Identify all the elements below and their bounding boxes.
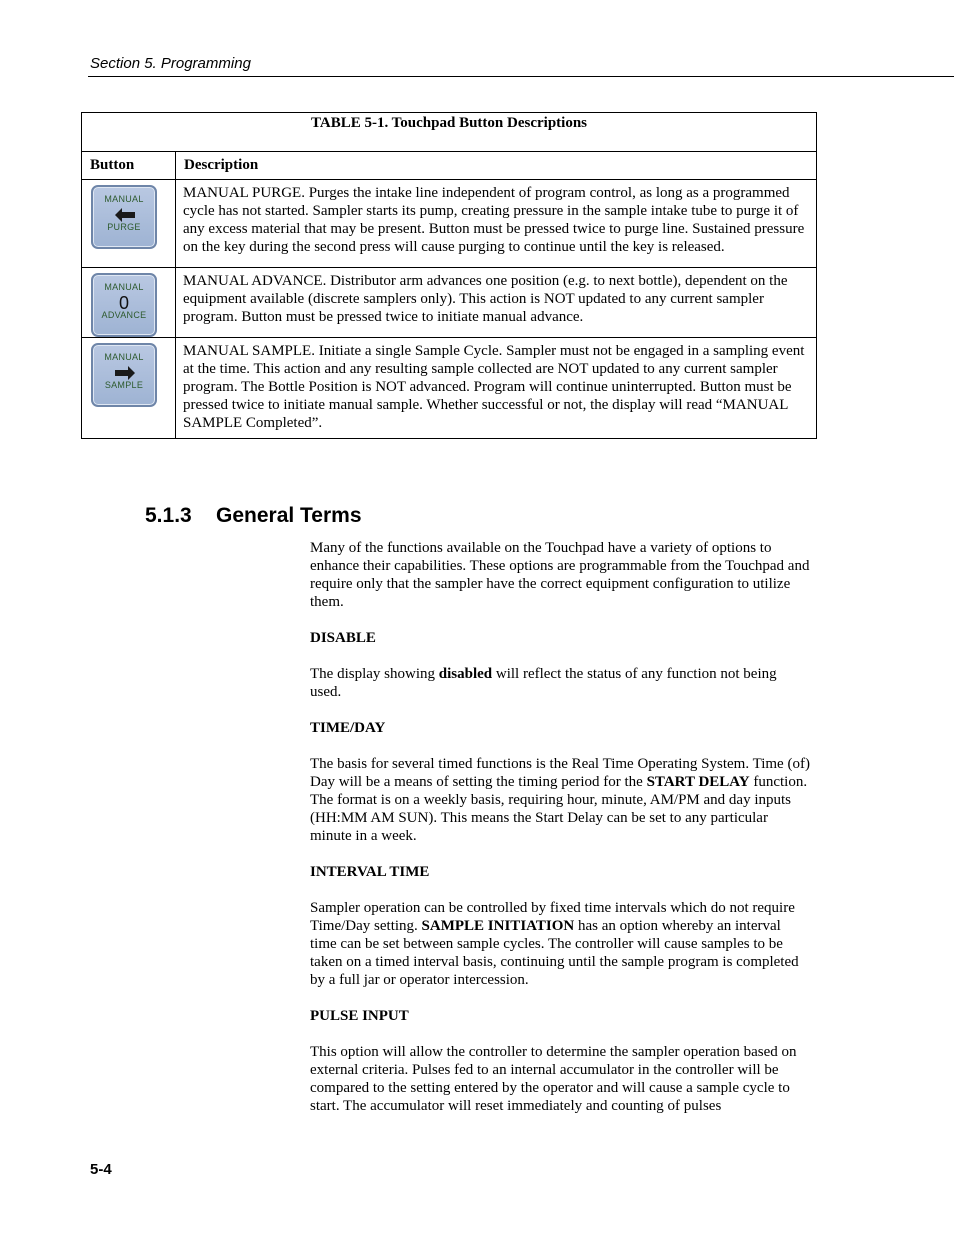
key-top-label: MANUAL bbox=[104, 352, 144, 362]
table-row bbox=[82, 180, 817, 268]
page-number: 5-4 bbox=[90, 1161, 112, 1178]
description-cell: MANUAL ADVANCE. Distributor arm advances one position (e.g. to next bottle), dependent on the equipment available (discrete samplers only). This action is NOT updated to any current sampler program. Button must be pressed twice to initiate manual advance. bbox=[176, 268, 817, 338]
table-row bbox=[82, 338, 817, 439]
term-paragraph-interval-time bbox=[310, 899, 810, 989]
column-header-button: Button bbox=[82, 152, 176, 180]
table-row bbox=[82, 268, 817, 338]
key-bottom-label: PURGE bbox=[107, 222, 141, 232]
term-text: function. The format is on a weekly basis, requiring hour, minute, AM/PM and day inputs (HH:MM AM SUN). This means the Start Delay can be set to any particular minute in a week. bbox=[310, 774, 808, 844]
description-cell: MANUAL SAMPLE. Initiate a single Sample Cycle. Sampler must not be engaged in a sampling event at the time. This action and any resulting sample collected are NOT updated to any current sampler program. The Bottle Position is NOT advanced. Program will continue uninterrupted. Button must be pressed twice to initiate manual sample. Whether successful or not, the display will read “MANUAL SAMPLE Completed”. bbox=[176, 338, 817, 439]
button-cell bbox=[82, 338, 176, 439]
manual-purge-key-image bbox=[91, 185, 157, 249]
key-bottom-label: ADVANCE bbox=[101, 310, 147, 320]
term-text: will reflect the status of any function not being used. bbox=[310, 666, 777, 700]
term-paragraph-pulse-input bbox=[310, 1043, 810, 1115]
manual-advance-key-image bbox=[91, 273, 157, 337]
section-heading bbox=[145, 504, 362, 528]
key-digit: 0 bbox=[118, 293, 129, 313]
term-text: This option will allow the controller to determine the sampler operation based on external criteria. Pulses fed to an internal accumulator in the controller will be compared to the setting entered by the operator and will cause a sample cycle to start. The accumulator will reset immediately and counting of pulses bbox=[310, 1044, 797, 1114]
term-text: has an option whereby an interval time can be set between sample cycles. The controller will cause samples to be taken on a timed interval basis, continuing until the sample program is completed by a full jar or operator intercession. bbox=[310, 918, 799, 988]
button-cell bbox=[82, 180, 176, 268]
column-header-description: Description bbox=[176, 152, 817, 180]
section-body bbox=[310, 539, 810, 1133]
term-text: The basis for several timed functions is the Real Time Operating System. Time (of) Day will be a means of setting the timing period for the bbox=[310, 756, 810, 790]
term-text: Sampler operation can be controlled by fixed time intervals which do not require Time/Day setting. bbox=[310, 900, 795, 934]
term-bold-text: SAMPLE INITIATION bbox=[421, 918, 575, 934]
manual-sample-key-image bbox=[91, 343, 157, 407]
term-bold-text: START DELAY bbox=[646, 774, 750, 790]
header-rule bbox=[88, 76, 954, 77]
key-top-label: MANUAL bbox=[104, 282, 144, 292]
description-cell: MANUAL PURGE. Purges the intake line independent of program control, as long as a programmed cycle has not started. Sampler starts its pump, creating pressure in the sample intake tube to purge it of any excess material that may be present. Button must be pressed twice to purge line. Sustained pressure on the key during the second press will cause purging to continue until the key is released. bbox=[176, 180, 817, 268]
table-caption: TABLE 5-1. Touchpad Button Descriptions bbox=[82, 113, 817, 152]
section-number: 5.1.3 bbox=[145, 504, 192, 527]
running-header: Section 5. Programming bbox=[90, 55, 251, 72]
term-paragraph-time-day bbox=[310, 755, 810, 845]
term-bold-text: disabled bbox=[438, 666, 493, 682]
term-text: The display showing bbox=[310, 666, 439, 682]
touchpad-button-table bbox=[81, 112, 817, 439]
term-heading-disable: DISABLE bbox=[310, 630, 376, 646]
key-bottom-label: SAMPLE bbox=[104, 380, 144, 390]
key-top-label: MANUAL bbox=[104, 194, 144, 204]
term-heading-time-day: TIME/DAY bbox=[310, 720, 386, 736]
term-heading-pulse-input: PULSE INPUT bbox=[310, 1008, 409, 1024]
intro-paragraph: Many of the functions available on the Touchpad have a variety of options to enhance their capabilities. These options are programmable from the Touchpad and require only that the sampler have the correct equipment configuration to utilize them. bbox=[310, 540, 810, 610]
term-heading-interval-time: INTERVAL TIME bbox=[310, 864, 430, 880]
section-title: General Terms bbox=[216, 504, 362, 527]
term-paragraph-disable bbox=[310, 665, 810, 701]
button-cell bbox=[82, 268, 176, 338]
